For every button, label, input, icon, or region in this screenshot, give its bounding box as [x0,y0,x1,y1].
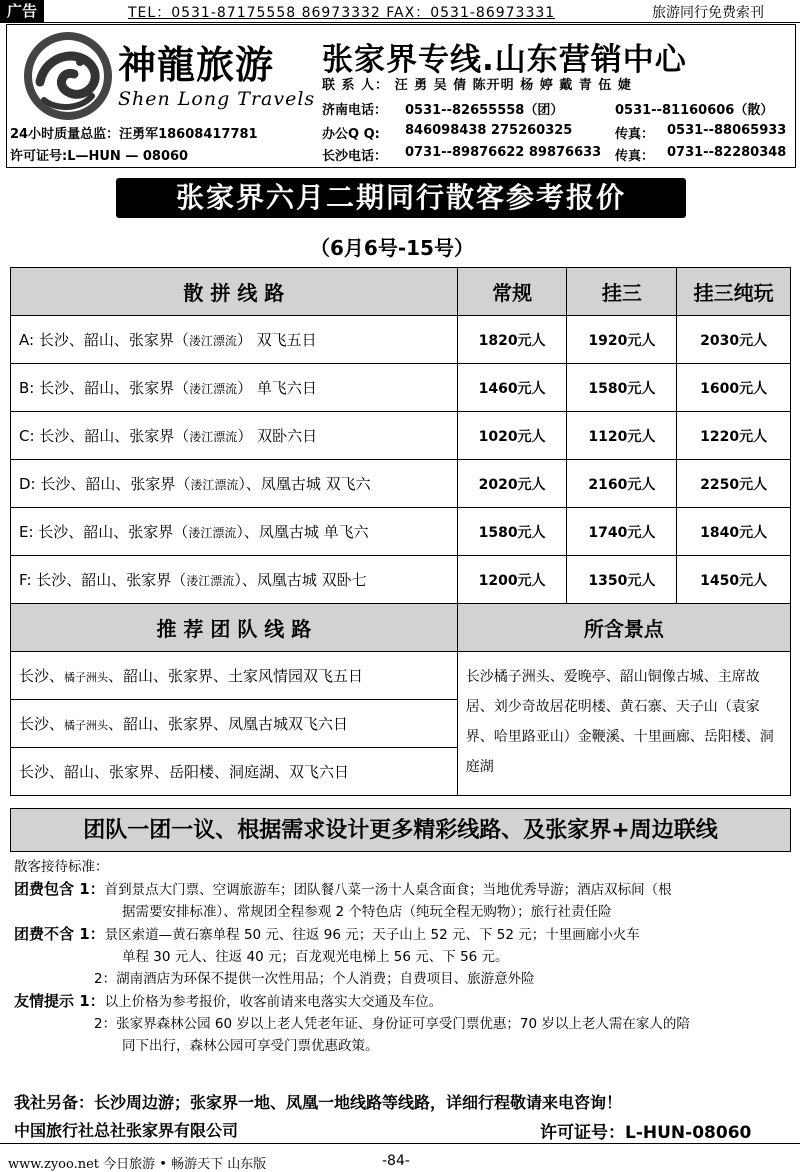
price-gua3: 1740元人 [567,508,677,556]
group-section-header-row [11,604,791,652]
price-gua3-pure: 1220元人 [677,412,791,460]
group-row [11,652,791,700]
col-header-gua3: 挂三 [567,268,677,316]
changsha-phone-value: 0731--89876622 89876633 [405,145,602,160]
route-name: A: 长沙、韶山、张家界（溇江漂流） 双飞五日 [11,316,458,364]
contact-persons: 联 系 人： 汪 勇 吴 倩 陈开明 杨 婷 戴 青 伍 婕 [322,78,632,93]
tip-2-num: 2： [94,1016,117,1032]
office-qq-value: 846098438 275260325 [405,123,573,138]
table-row [11,556,791,604]
excluded-label: 团费不含 1： [14,925,105,943]
page-number: -84- [382,1153,410,1169]
price-regular: 2020元人 [457,460,567,508]
page-title: 张家界六月二期同行散客参考报价 [116,178,686,218]
excluded-line-1: 景区索道—黄石寨单程 50 元、往返 96 元；天子山上 52 元、下 52 元；十里画廊小火车 [104,927,640,943]
price-table [10,267,791,796]
price-gua3-pure: 1840元人 [677,508,791,556]
standard-label: 散客接待标准： [14,859,109,875]
free-distribution-note: 旅游同行免费索刊 [652,5,764,21]
included-spots: 长沙橘子洲头、爱晚亭、韶山铜像古城、主席故居、刘少奇故居花明楼、黄石寨、天子山（袁家界、哈里路亚山）金鞭溪、十里画廊、岳阳楼、洞庭湖 [457,652,790,796]
table-row [11,316,791,364]
ad-tag: 广告 [0,0,44,22]
fax-value-2: 0731--82280348 [667,145,787,160]
tip-2-line-1: 张家界森林公园 60 岁以上老人凭老年证、身份证可享受门票优惠；70 岁以上老人需在家人的陪 [116,1016,690,1032]
price-regular: 1020元人 [457,412,567,460]
price-regular: 1200元人 [457,556,567,604]
col-header-regular: 常规 [457,268,567,316]
price-gua3-pure: 1600元人 [677,364,791,412]
jinan-phone-label: 济南电话： [322,103,388,118]
price-gua3-pure: 1450元人 [677,556,791,604]
date-range: （6月6号-15号） [310,236,474,260]
route-name: D: 长沙、韶山、张家界（溇江漂流）、凤凰古城 双飞六 [11,460,458,508]
changsha-phone-label: 长沙电话： [322,149,388,164]
tips-label: 友情提示 1： [14,992,105,1010]
route-name: E: 长沙、韶山、张家界（溇江漂流）、凤凰古城 单飞六 [11,508,458,556]
group-route: 长沙、韶山、张家界、岳阳楼、洞庭湖、双飞六日 [11,748,458,796]
included-spots-header: 所含景点 [457,604,790,652]
tip-1: 以上价格为参考报价，收客前请来电落实大交通及车位。 [104,994,443,1010]
dragon-logo-icon [22,30,114,122]
tip-2-line-2: 同下出行，森林公园可享受门票优惠政策。 [122,1038,379,1054]
jinan-phone-individual: 0531--81160606（散） [615,103,774,118]
price-gua3: 1920元人 [567,316,677,364]
custom-route-banner: 团队一团一议、根据需求设计更多精彩线路、及张家界+周边联线 [10,808,791,852]
jinan-phone-group: 0531--82655558（团） [405,103,564,118]
excluded-item-2: 湖南酒店为环保不提供一次性用品；个人消费；自费项目、旅游意外险 [116,971,535,987]
company-name: 中国旅行社总社张家界有限公司 [14,1121,239,1140]
included-label: 团费包含 1： [14,880,105,898]
magazine-footer: www.zyoo.net 今日旅游 • 畅游天下 山东版 [8,1157,267,1172]
group-routes-header: 推 荐 团 队 线 路 [11,604,458,652]
license-number: 许可证号:L—HUN — 08060 [10,149,189,164]
route-name: C: 长沙、韶山、张家界（溇江漂流） 双卧六日 [11,412,458,460]
table-row [11,460,791,508]
fax-value-1: 0531--88065933 [667,123,787,138]
price-gua3: 1350元人 [567,556,677,604]
price-regular: 1580元人 [457,508,567,556]
price-gua3: 1120元人 [567,412,677,460]
footer-license: 许可证号：L-HUN-08060 [540,1123,752,1143]
office-qq-label: 办公Q Q: [322,127,380,142]
tel-fax-line: TEL：0531-87175558 86973332 FAX：0531-86973331 [128,5,556,21]
group-route: 长沙、橘子洲头、韶山、张家界、凤凰古城双飞六日 [11,700,458,748]
fax-label-2: 传真： [615,149,655,164]
col-header-gua3-pure: 挂三纯玩 [677,268,791,316]
price-regular: 1460元人 [457,364,567,412]
table-row [11,364,791,412]
bottom-divider [0,1143,800,1144]
route-name: B: 长沙、韶山、张家界（溇江漂流） 单飞六日 [11,364,458,412]
price-gua3-pure: 2030元人 [677,316,791,364]
included-line-2: 据需要安排标准）、常规团全程参观 2 个特色店（纯玩全程无购物）；旅行社责任险 [122,904,612,920]
col-header-route: 散 拼 线 路 [11,268,458,316]
extra-routes-note: 我社另备：长沙周边游；张家界一地、凤凰一地线路等线路，详细行程敬请来电咨询！ [14,1093,623,1112]
brand-name-cn: 神龍旅游 [118,43,275,87]
price-regular: 1820元人 [457,316,567,364]
price-gua3: 1580元人 [567,364,677,412]
excluded-line-2: 单程 30 元人、往返 40 元；百龙观光电梯上 56 元、下 56 元。 [122,949,509,965]
header-title: 张家界专线.山东营销中心 [322,42,687,78]
brand-name-en: Shen Long Travels [118,88,316,110]
quality-supervisor: 24小时质量总监：汪勇军18608417781 [10,127,258,142]
route-name: F: 长沙、韶山、张家界（溇江漂流）、凤凰古城 双卧七 [11,556,458,604]
excluded-item-2-num: 2： [94,971,117,987]
table-header-row [11,268,791,316]
table-row [11,508,791,556]
price-gua3-pure: 2250元人 [677,460,791,508]
included-line-1: 首到景点大门票、空调旅游车；团队餐八菜一汤十人桌含面食；当地优秀导游；酒店双标间（根 [104,882,672,898]
price-gua3: 2160元人 [567,460,677,508]
group-route: 长沙、橘子洲头、韶山、张家界、土家风情园双飞五日 [11,652,458,700]
table-row [11,412,791,460]
fax-label-1: 传真： [615,127,655,142]
terms-section [14,856,790,1057]
